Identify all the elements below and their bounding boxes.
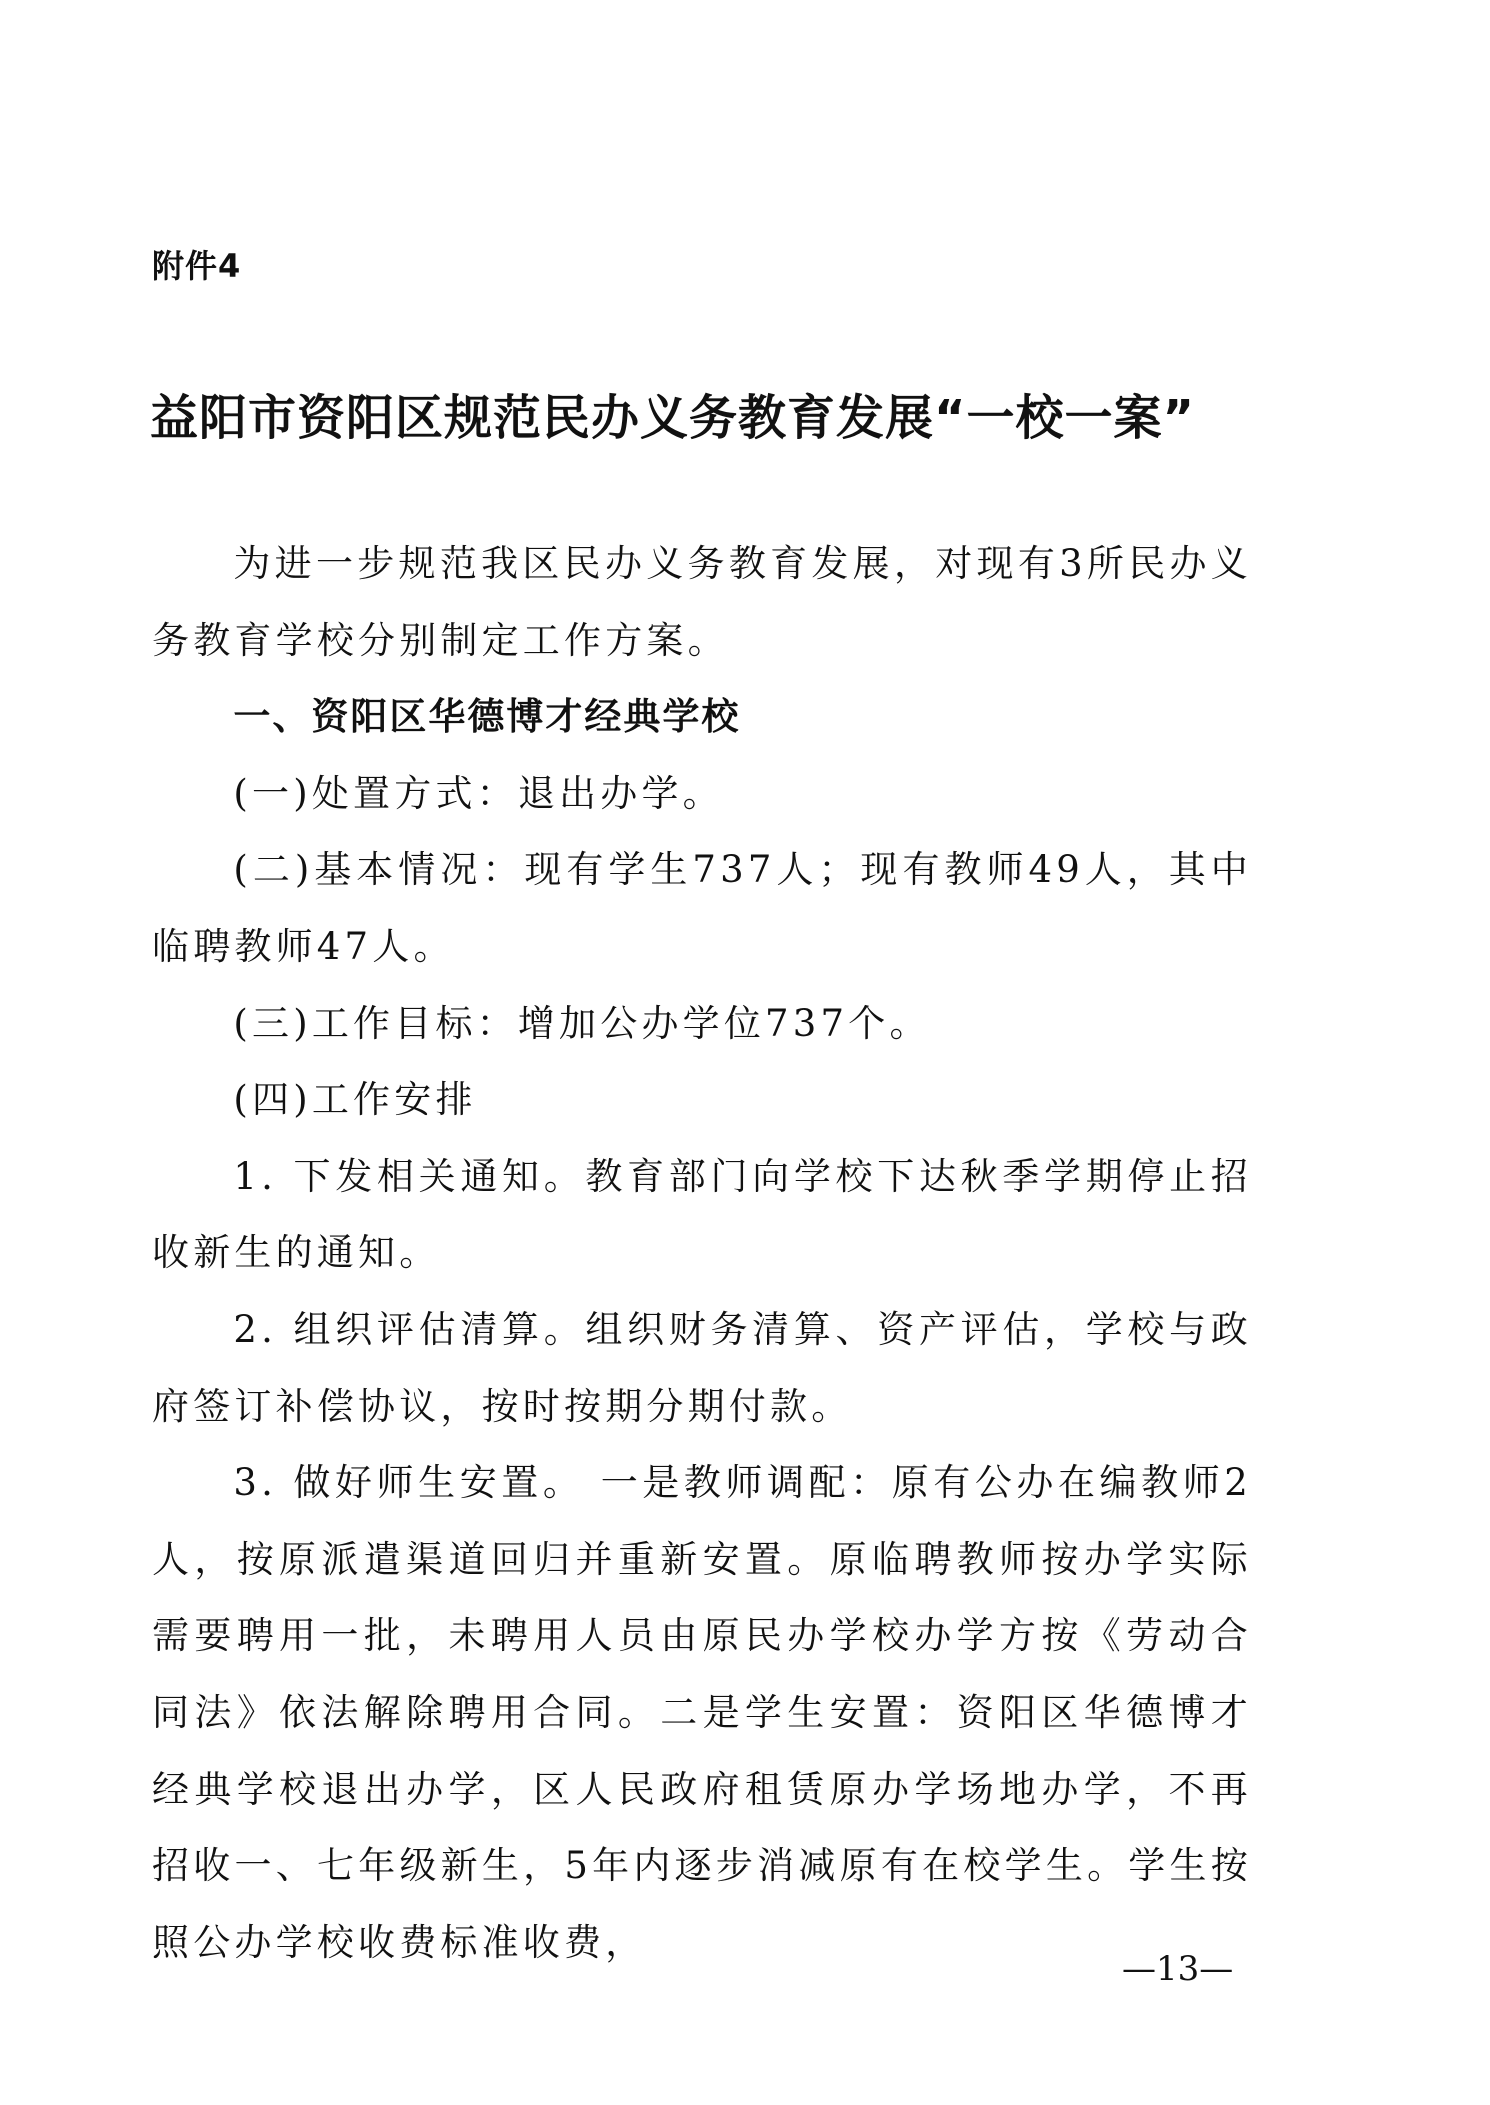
arrangement-heading: (四)工作安排 <box>233 1078 477 1122</box>
document-title: 益阳市资阳区规范民办义务教育发展“一校一案” <box>150 390 1196 446</box>
arrangement-item: 2. 组织评估清算。组织财务清算、资产评估，学校与政府签订补偿协议，按时按期分期付款。 <box>152 1307 1252 1428</box>
arrangement-item: 3. 做好师生安置。 一是教师调配：原有公办在编教师2人，按原派遣渠道回归并重新安置。原临聘教师按办学实际需要聘用一批，未聘用人员由原民办学校办学方按《劳动合同法》依法解除聘用合同。二是学生安置：资阳区华德博才经典学校退出办学，区人民政府租赁原办学场地办学，不再招收一、七年级新生，5年内逐步消减原有在校学生。学生按照公办学校收费标准收费， <box>152 1461 1252 1964</box>
attachment-label: 附件4 <box>152 247 242 285</box>
disposal-paragraph: (一)处置方式：退出办学。 <box>233 771 724 815</box>
document-body <box>152 526 1252 1981</box>
basic-info-paragraph: (二)基本情况：现有学生737人；现有教师49人，其中临聘教师47人。 <box>152 848 1252 968</box>
page-number: —13— <box>1122 1949 1234 1989</box>
target-paragraph: (三)工作目标：增加公办学位737个。 <box>233 1001 931 1045</box>
section-heading: 一、资阳区华德博才经典学校 <box>233 695 741 739</box>
arrangement-item: 1. 下发相关通知。教育部门向学校下达秋季学期停止招收新生的通知。 <box>152 1154 1252 1275</box>
intro-paragraph: 为进一步规范我区民办义务教育发展，对现有3所民办义务教育学校分别制定工作方案。 <box>152 542 1252 662</box>
